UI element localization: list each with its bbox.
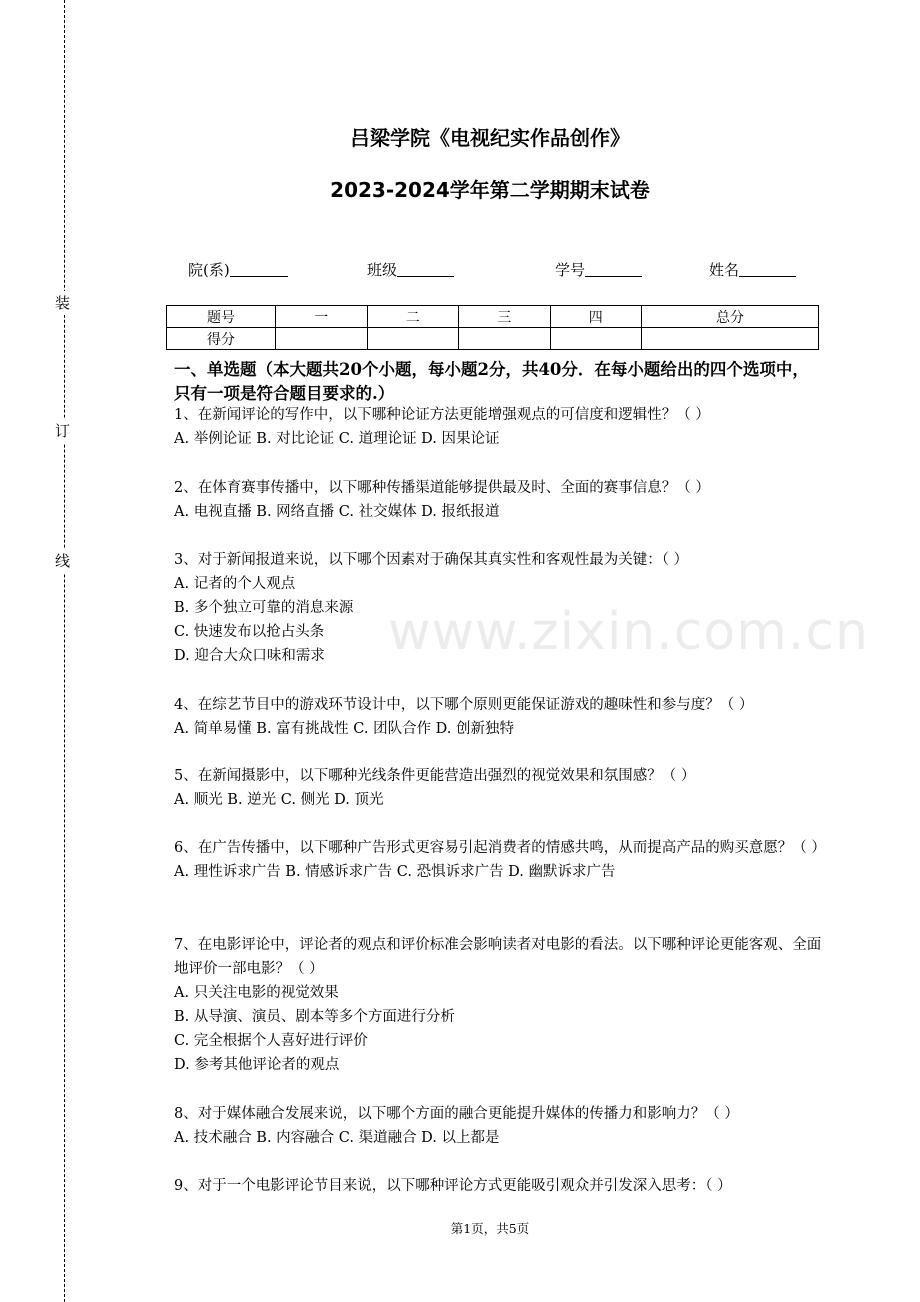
- question-9: [174, 1174, 824, 1198]
- question-stem: 2、在体育赛事传播中，以下哪种传播渠道能够提供最及时、全面的赛事信息？（ ）: [174, 480, 710, 496]
- question-option-c: C. 完全根据个人喜好进行评价: [174, 1033, 368, 1049]
- score-row-label: 得分: [167, 328, 276, 350]
- name-blank[interactable]: [739, 260, 796, 277]
- question-5: [174, 764, 824, 812]
- score-header-cell: 总分: [642, 306, 819, 328]
- name-field[interactable]: [709, 259, 796, 280]
- question-options: A. 技术融合 B. 内容融合 C. 渠道融合 D. 以上都是: [174, 1130, 500, 1146]
- score-table-score-row: [167, 328, 819, 350]
- question-2: [174, 476, 824, 524]
- question-stem: 4、在综艺节目中的游戏环节设计中，以下哪个原则更能保证游戏的趣味性和参与度？（ ）: [174, 697, 754, 713]
- class-field[interactable]: [367, 259, 454, 280]
- score-cell[interactable]: [550, 328, 642, 350]
- exam-title-line1: 吕梁学院《电视纪实作品创作》: [350, 126, 630, 150]
- question-options: A. 举例论证 B. 对比论证 C. 道理论证 D. 因果论证: [174, 431, 500, 447]
- question-stem: 1、在新闻评论的写作中，以下哪种论证方法更能增强观点的可信度和逻辑性？（ ）: [174, 407, 710, 423]
- question-option-c: C. 快速发布以抢占头条: [174, 624, 325, 640]
- score-header-cell: 三: [459, 306, 551, 328]
- score-table-header-row: [167, 306, 819, 328]
- score-cell[interactable]: [642, 328, 819, 350]
- score-header-cell: 题号: [167, 306, 276, 328]
- question-6: [174, 836, 824, 884]
- student-id-field[interactable]: [555, 259, 642, 280]
- question-options: A. 简单易懂 B. 富有挑战性 C. 团队合作 D. 创新独特: [174, 721, 515, 737]
- question-stem: 6、在广告传播中，以下哪种广告形式更容易引起消费者的情感共鸣，从而提高产品的购买意愿？（ ）: [174, 840, 826, 856]
- question-7: [174, 933, 824, 1077]
- score-header-cell: 二: [367, 306, 459, 328]
- score-table: [166, 305, 819, 350]
- question-stem: 3、对于新闻报道来说，以下哪个因素对于确保其真实性和客观性最为关键：（ ）: [174, 552, 689, 568]
- binding-char-zhuang: 装: [55, 291, 70, 315]
- question-stem: 8、对于媒体融合发展来说，以下哪个方面的融合更能提升媒体的传播力和影响力？（ ）: [174, 1106, 739, 1122]
- name-label: 姓名: [709, 261, 740, 279]
- binding-char-xian: 线: [55, 549, 70, 573]
- question-4: [174, 693, 824, 741]
- question-options: A. 电视直播 B. 网络直播 C. 社交媒体 D. 报纸报道: [174, 504, 500, 520]
- class-label: 班级: [367, 261, 398, 279]
- dept-blank[interactable]: [230, 260, 288, 277]
- question-option-b: B. 从导演、演员、剧本等多个方面进行分析: [174, 1009, 455, 1025]
- question-option-d: D. 参考其他评论者的观点: [174, 1057, 340, 1073]
- score-cell[interactable]: [459, 328, 551, 350]
- score-header-cell: 四: [550, 306, 642, 328]
- dept-label: 院(系): [188, 261, 230, 279]
- question-options: A. 理性诉求广告 B. 情感诉求广告 C. 恐惧诉求广告 D. 幽默诉求广告: [174, 864, 616, 880]
- score-cell[interactable]: [367, 328, 459, 350]
- question-8: [174, 1102, 824, 1150]
- student-id-blank[interactable]: [585, 260, 642, 277]
- question-option-d: D. 迎合大众口味和需求: [174, 648, 325, 664]
- score-header-cell: 一: [276, 306, 368, 328]
- question-option-a: A. 只关注电影的视觉效果: [174, 985, 339, 1001]
- question-options: A. 顺光 B. 逆光 C. 侧光 D. 顶光: [174, 792, 384, 808]
- class-blank[interactable]: [397, 260, 454, 277]
- page-footer: 第1页，共5页: [450, 1221, 530, 1236]
- question-option-b: B. 多个独立可靠的消息来源: [174, 600, 354, 616]
- question-1: [174, 403, 824, 451]
- student-id-label: 学号: [555, 261, 586, 279]
- question-stem: 9、对于一个电影评论节目来说，以下哪种评论方式更能吸引观众并引发深入思考：（ ）: [174, 1178, 732, 1194]
- question-option-a: A. 记者的个人观点: [174, 576, 296, 592]
- question-stem: 5、在新闻摄影中，以下哪种光线条件更能营造出强烈的视觉效果和氛围感？（ ）: [174, 768, 696, 784]
- binding-char-ding: 订: [55, 419, 70, 443]
- watermark: www.zixin.com.cn: [388, 602, 869, 662]
- exam-title-line2: 2023-2024学年第二学期期末试卷: [330, 178, 650, 202]
- dept-field[interactable]: [188, 259, 288, 280]
- score-cell[interactable]: [276, 328, 368, 350]
- question-stem: 7、在电影评论中，评论者的观点和评价标准会影响读者对电影的看法。以下哪种评论更能客观、全面地评价一部电影？（ ）: [174, 937, 822, 977]
- section1-heading: 一、单选题（本大题共20个小题，每小题2分，共40分．在每小题给出的四个选项中，只有一项是符合题目要求的.）: [174, 360, 809, 403]
